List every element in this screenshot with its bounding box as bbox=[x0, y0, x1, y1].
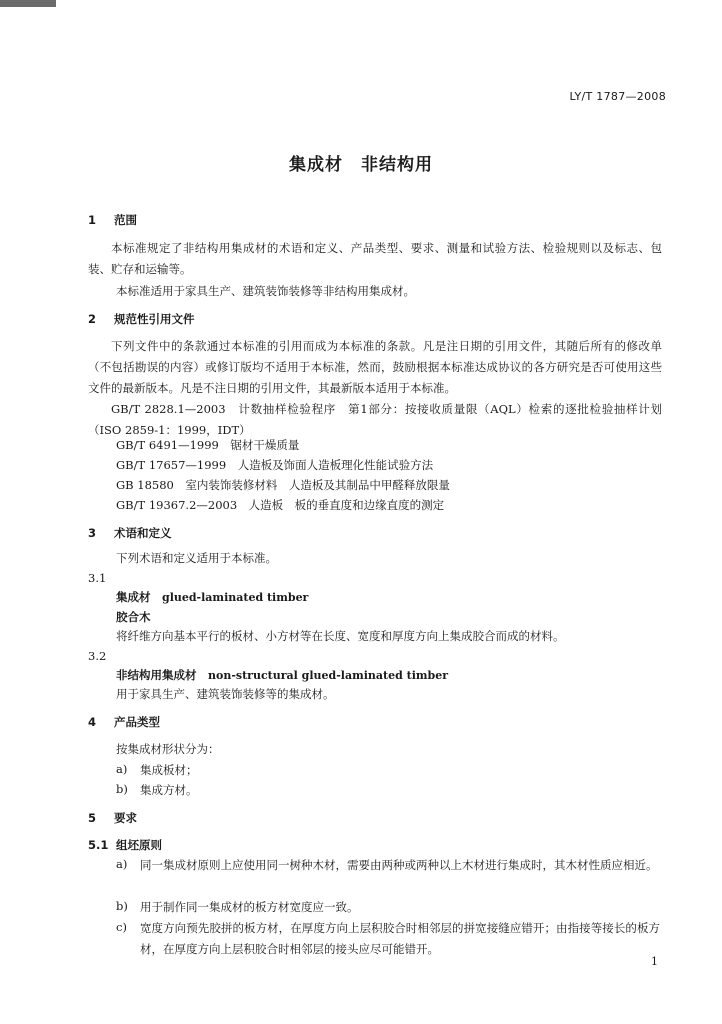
term-en: non-structural glued-laminated timber bbox=[208, 669, 449, 682]
section-number: 5 bbox=[88, 811, 97, 825]
subsection-number: 5.1 bbox=[88, 838, 109, 852]
term-en: glued-laminated timber bbox=[162, 591, 309, 604]
layup-rule-a: 同一集成材原则上应使用同一树种木材，需要由两种或两种以上木材进行集成时，其木材性质应相近。 bbox=[140, 858, 658, 872]
term-cn: 集成材 bbox=[116, 590, 151, 604]
terms-intro: 下列术语和定义适用于本标准。 bbox=[116, 551, 277, 565]
section-1-heading bbox=[88, 212, 137, 228]
term-3-1-number: 3.1 bbox=[88, 571, 107, 585]
references-intro-paragraph: 下列文件中的条款通过本标准的引用而成为本标准的条款。凡是注日期的引用文件，其随后所有的修改单（不包括勘误的内容）或修订版均不适用于本标准，然而，鼓励根据本标准达成协议的各方研究是否可使用这些文件的最新版本。凡是不注日期的引用文件，其最新版本适用于本标准。 bbox=[88, 339, 662, 395]
list-item-label: b) bbox=[116, 782, 128, 796]
scope-paragraph-2: 本标准适用于家具生产、建筑装饰装修等非结构用集成材。 bbox=[116, 284, 415, 298]
section-title: 要求 bbox=[114, 811, 137, 825]
section-number: 3 bbox=[88, 526, 97, 540]
scope-paragraph-1: 本标准规定了非结构用集成材的术语和定义、产品类型、要求、测量和试验方法、检验规则以及标志、包装、贮存和运输等。 bbox=[88, 241, 662, 276]
list-item-label: a) bbox=[116, 762, 128, 776]
standard-code: LY/T 1787—2008 bbox=[569, 90, 666, 103]
term-3-2-heading bbox=[116, 667, 448, 683]
section-title: 术语和定义 bbox=[114, 526, 172, 540]
section-2-heading bbox=[88, 311, 195, 327]
section-number: 2 bbox=[88, 312, 97, 326]
layup-rule-b: 用于制作同一集成材的板方材宽度应一致。 bbox=[140, 900, 359, 914]
product-type-intro: 按集成材形状分为： bbox=[116, 742, 220, 756]
term-3-2-definition: 用于家具生产、建筑装饰装修等的集成材。 bbox=[116, 687, 335, 701]
section-title: 规范性引用文件 bbox=[114, 312, 195, 326]
layup-rule-c: 宽度方向预先胶拼的板方材，在厚度方向上层积胶合时相邻层的拼宽接缝应错开；由指接等接长的板方材，在厚度方向上层积胶合时相邻层的接头应尽可能错开。 bbox=[140, 921, 660, 956]
product-type-a: 集成板材； bbox=[140, 763, 198, 777]
subsection-title: 组坯原则 bbox=[116, 838, 162, 852]
term-3-1-synonym: 胶合木 bbox=[116, 610, 151, 624]
reference-gb-t-17657: GB/T 17657—1999 人造板及饰面人造板理化性能试验方法 bbox=[116, 458, 434, 472]
term-3-2-number: 3.2 bbox=[88, 649, 107, 663]
product-type-b: 集成方材。 bbox=[140, 783, 198, 797]
term-3-1-heading bbox=[116, 589, 308, 605]
scan-corner-mark bbox=[0, 0, 56, 7]
section-number: 4 bbox=[88, 715, 97, 729]
term-cn: 非结构用集成材 bbox=[116, 668, 197, 682]
reference-gb-18580: GB 18580 室内装饰装修材料 人造板及其制品中甲醛释放限量 bbox=[116, 478, 450, 492]
list-item-label: b) bbox=[116, 899, 128, 913]
list-item-label: a) bbox=[116, 857, 128, 871]
document-title: 集成材 非结构用 bbox=[289, 155, 433, 175]
subsection-5-1-heading bbox=[88, 837, 162, 853]
reference-gb-t-19367-2: GB/T 19367.2—2003 人造板 板的垂直度和边缘直度的测定 bbox=[116, 498, 445, 512]
section-number: 1 bbox=[88, 213, 97, 227]
section-5-heading bbox=[88, 810, 137, 826]
term-3-1-definition: 将纤维方向基本平行的板材、小方材等在长度、宽度和厚度方向上集成胶合而成的材料。 bbox=[116, 629, 565, 643]
section-title: 范围 bbox=[114, 213, 137, 227]
section-title: 产品类型 bbox=[114, 715, 160, 729]
page-number: 1 bbox=[651, 955, 658, 968]
reference-gb-t-2828-1: GB/T 2828.1—2003 计数抽样检验程序 第1部分：按接收质量限（AQL）检索的逐批检验抽样计划（ISO 2859-1：1999，IDT） bbox=[88, 402, 662, 437]
reference-gb-t-6491: GB/T 6491—1999 锯材干燥质量 bbox=[116, 438, 300, 452]
section-3-heading bbox=[88, 525, 172, 541]
list-item-label: c) bbox=[116, 920, 127, 934]
section-4-heading bbox=[88, 714, 160, 730]
